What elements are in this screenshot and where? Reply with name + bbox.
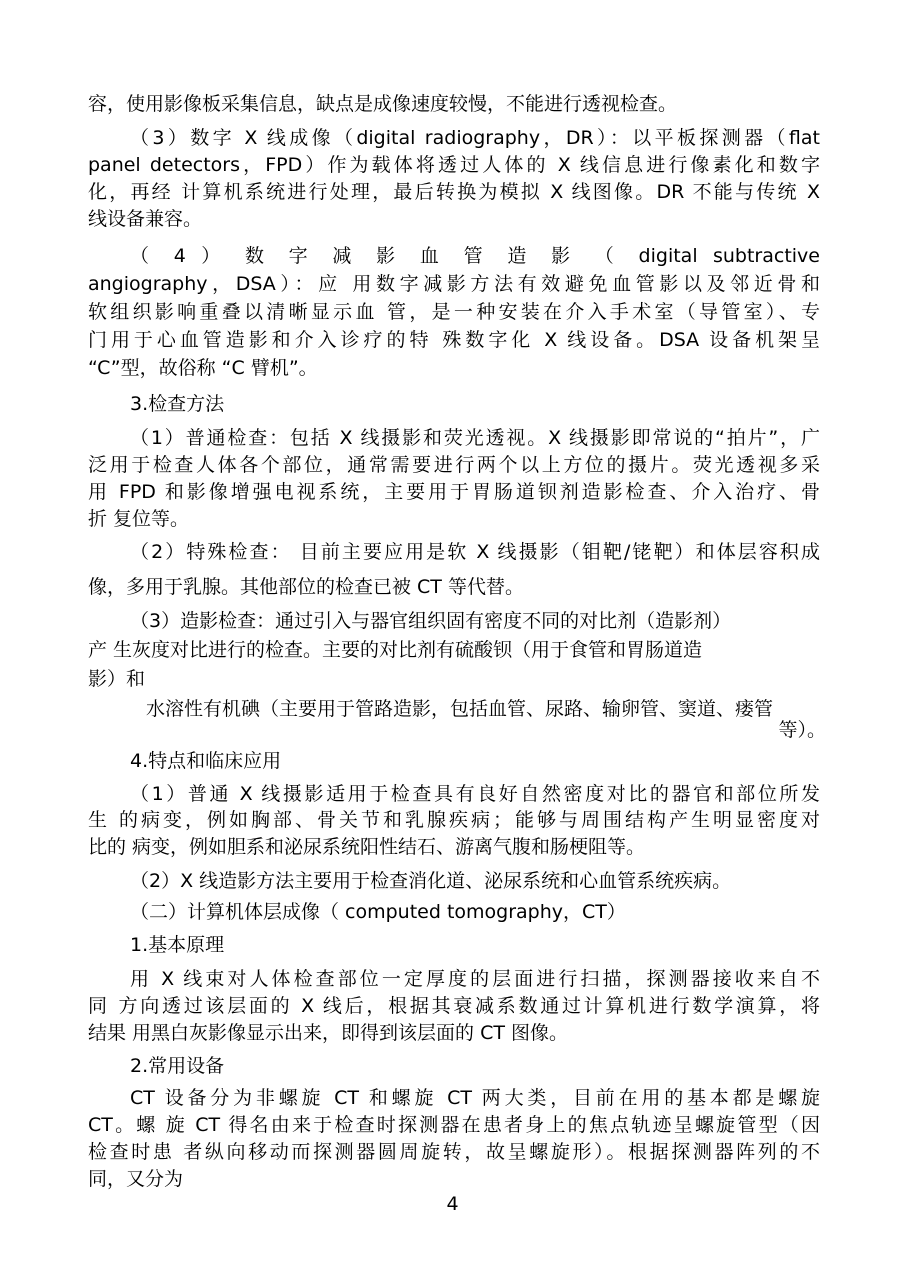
text-line: （3）造影检查：通过引入与器官组织固有密度不同的对比剂（造影剂） — [130, 610, 732, 632]
text-line: 容，使用影像板采集信息，缺点是成像速度较慢，不能进行透视检查。 — [88, 93, 678, 115]
text-line: （3）数字 X 线成像（digital radiography，DR）：以平板探测器（flat — [130, 127, 820, 149]
section-heading: 3.检查方法 — [130, 393, 225, 415]
text-line: （ 4 ） 数 字 减 影 血 管 造 影 （ digital subtractive — [130, 245, 820, 267]
section-heading: （二）计算机体层成像（ computed tomography，CT） — [130, 901, 626, 923]
text-line: 线设备兼容。 — [88, 208, 203, 230]
page-number: 4 — [446, 1193, 459, 1215]
text-line: 泛用于检查人体各个部位，通常需要进行两个以上方位的摄片。荧光透视多采 — [88, 454, 820, 476]
text-line: （1）普通检查：包括 X 线摄影和荧光透视。X 线摄影即常说的“拍片”，广 — [130, 427, 820, 449]
text-line: angiography，DSA）：应 用数字减影方法有效避免血管影以及邻近骨和 — [88, 273, 820, 295]
text-line: 产 生灰度对比进行的检查。主要的对比剂有硫酸钡（用于食管和胃肠道造 — [88, 639, 703, 661]
text-line: CT。螺 旋 CT 得名由来于检查时探测器在患者身上的焦点轨迹呈螺旋管型（因 — [88, 1114, 820, 1136]
text-line: 结果 用黑白灰影像显示出来，即得到该层面的 CT 图像。 — [88, 1022, 568, 1044]
text-line: 像，多用于乳腺。其他部位的检查已被 CT 等代替。 — [88, 576, 524, 598]
text-line: 比的 病变，例如胆系和泌尿系统阳性结石、游离气腹和肠梗阻等。 — [88, 836, 646, 858]
text-line: 化，再经 计算机系统进行处理，最后转换为模拟 X 线图像。DR 不能与传统 X — [88, 181, 820, 203]
text-line: 水溶性有机碘（主要用于管路造影，包括血管、尿路、输卵管、窦道、瘘管 — [146, 698, 774, 720]
text-line: 门用于心血管造影和介入诊疗的特 殊数字化 X 线设备。DSA 设备机架呈 — [88, 329, 820, 351]
text-line: 生 的病变，例如胸部、骨关节和乳腺疾病；能够与周围结构产生明显密度对 — [88, 809, 820, 831]
text-line: “C”型，故俗称 “C 臂机”。 — [88, 357, 318, 379]
text-line: 用 X 线束对人体检查部位一定厚度的层面进行扫描，探测器接收来自不 — [130, 968, 820, 990]
text-line: CT 设备分为非螺旋 CT 和螺旋 CT 两大类，目前在用的基本都是螺旋 — [130, 1087, 820, 1109]
section-heading: 1.基本原理 — [130, 934, 225, 956]
text-line: 用 FPD 和影像增强电视系统，主要用于胃肠道钡剂造影检查、介入治疗、骨 — [88, 481, 820, 503]
text-line: 折 复位等。 — [88, 508, 190, 530]
text-line: （2）X 线造影方法主要用于检查消化道、泌尿系统和心血管系统疾病。 — [130, 870, 732, 892]
text-line: 同，又分为 — [88, 1168, 184, 1190]
text-line: 软组织影响重叠以清晰显示血 管，是一种安装在介入手术室（导管室）、专 — [88, 301, 820, 323]
text-line: 同 方向透过该层面的 X 线后，根据其衰减系数通过计算机进行数学演算，将 — [88, 995, 820, 1017]
text-line: 检查时患 者纵向移动而探测器圆周旋转，故呈螺旋形）。根据探测器阵列的不 — [88, 1141, 820, 1163]
text-line: 等）。 — [778, 719, 826, 741]
section-heading: 4.特点和临床应用 — [130, 750, 282, 772]
text-line: （2）特殊检查： 目前主要应用是软 X 线摄影（钼靶/铑靶）和体层容积成 — [130, 541, 820, 563]
text-line: 影）和 — [88, 668, 146, 690]
text-line: （1）普通 X 线摄影适用于检查具有良好自然密度对比的器官和部位所发 — [130, 783, 820, 805]
section-heading: 2.常用设备 — [130, 1055, 225, 1077]
text-line: panel detectors，FPD）作为载体将透过人体的 X 线信息进行像素化和数字 — [88, 154, 820, 176]
